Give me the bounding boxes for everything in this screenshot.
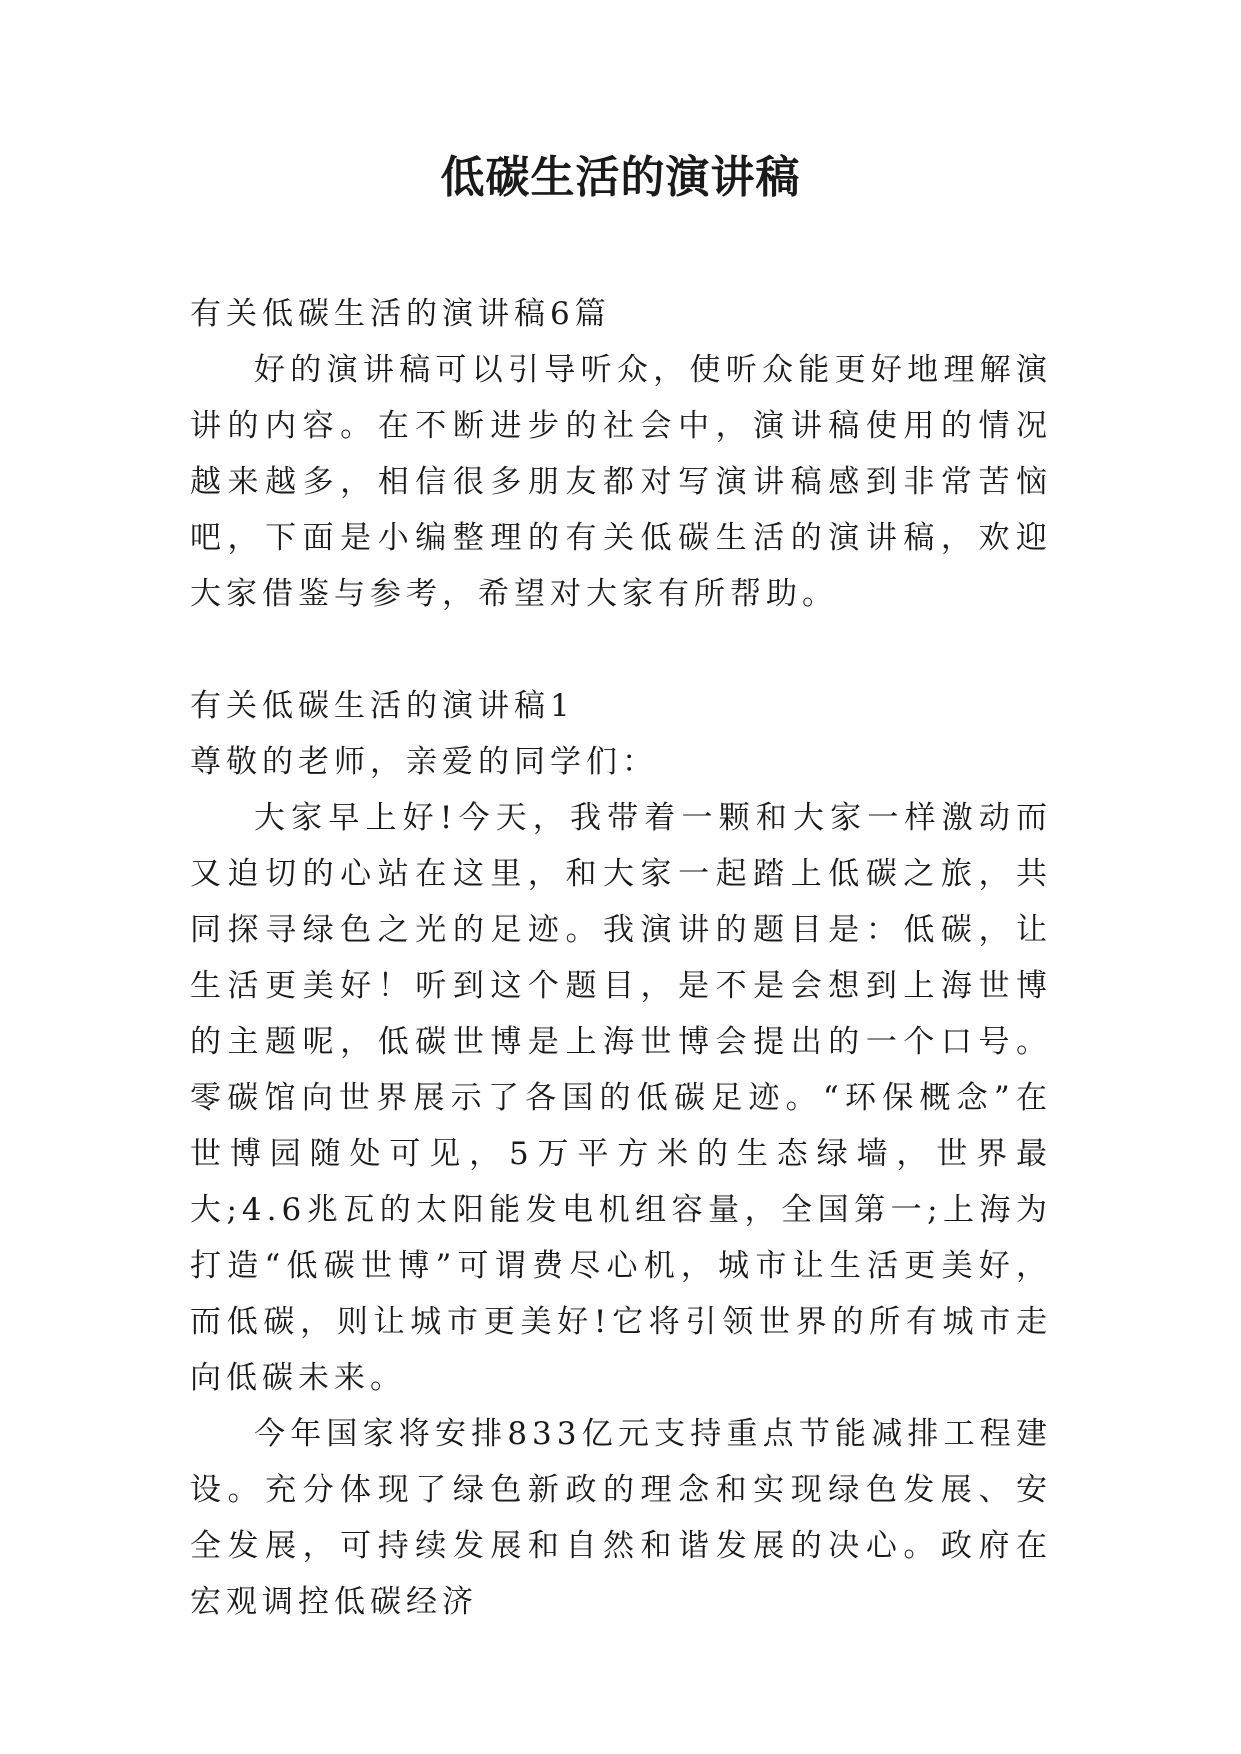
document-title: 低碳生活的演讲稿	[440, 152, 801, 203]
document-subtitle: 有关低碳生活的演讲稿6篇	[190, 296, 611, 332]
section-spacer	[190, 622, 1052, 678]
document-body	[190, 286, 1052, 1630]
intro-paragraph: 好的演讲稿可以引导听众，使听众能更好地理解演讲的内容。在不断进步的社会中，演讲稿使用的情况越来越多，相信很多朋友都对写演讲稿感到非常苦恼吧，下面是小编整理的有关低碳生活的演讲稿，欢迎大家借鉴与参考，希望对大家有所帮助。	[190, 352, 1052, 612]
body-paragraph: 今年国家将安排833亿元支持重点节能减排工程建设。充分体现了绿色新政的理念和实现绿色发展、安全发展，可持续发展和自然和谐发展的决心。政府在宏观调控低碳经济	[190, 1416, 1052, 1620]
salutation: 尊敬的老师，亲爱的同学们：	[190, 744, 658, 780]
section-heading: 有关低碳生活的演讲稿1	[190, 688, 575, 724]
body-paragraph: 大家早上好!今天，我带着一颗和大家一样激动而又迫切的心站在这里，和大家一起踏上低碳之旅，共同探寻绿色之光的足迹。我演讲的题目是：低碳，让生活更美好！听到这个题目，是不是会想到上海世博的主题呢，低碳世博是上海世博会提出的一个口号。零碳馆向世界展示了各国的低碳足迹。“环保概念”在世博园随处可见，5万平方米的生态绿墙，世界最大;4.6兆瓦的太阳能发电机组容量，全国第一;上海为打造“低碳世博”可谓费尽心机，城市让生活更美好，而低碳，则让城市更美好!它将引领世界的所有城市走向低碳未来。	[190, 800, 1052, 1396]
